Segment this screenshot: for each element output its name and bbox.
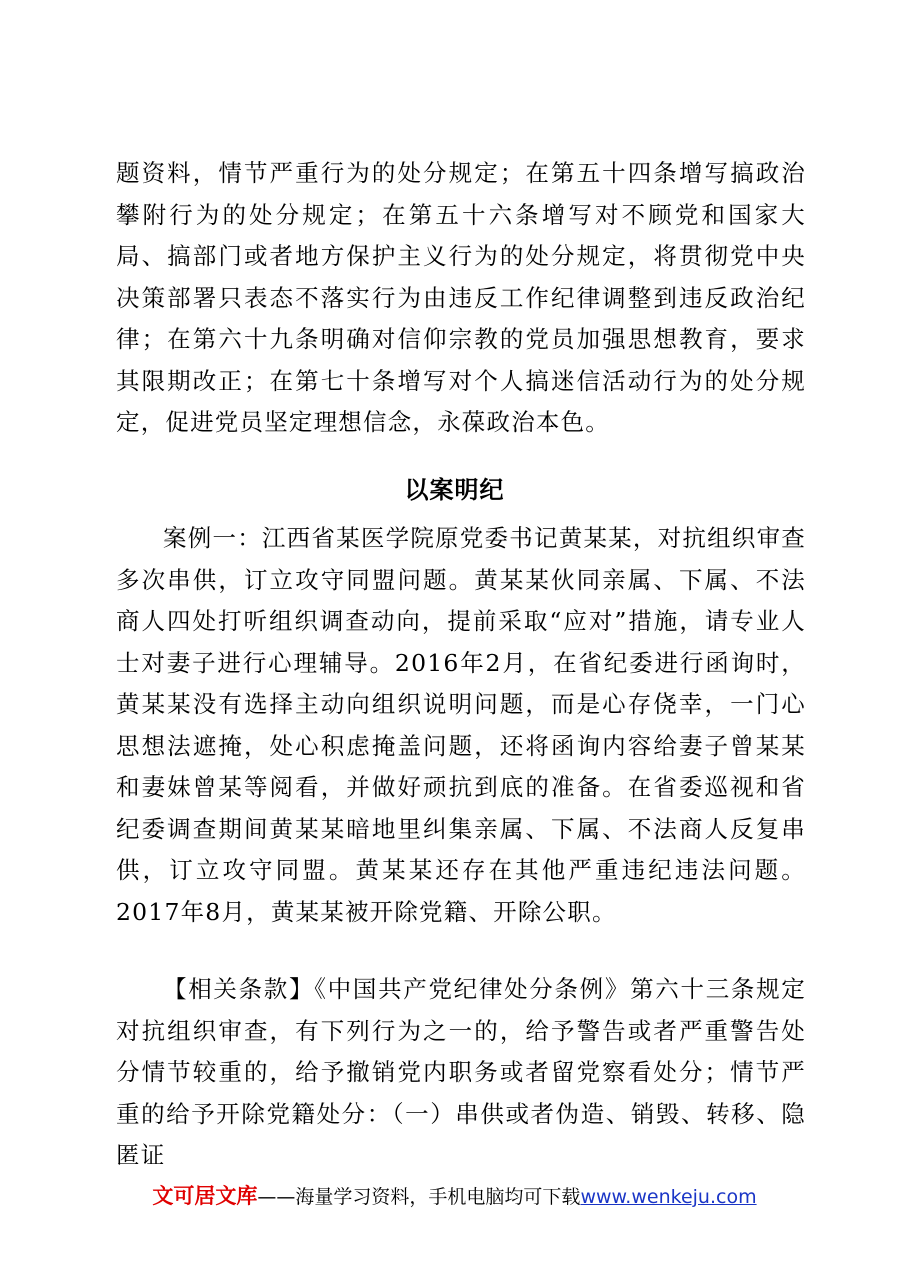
footer-banner bbox=[0, 1183, 909, 1210]
clause-paragraph bbox=[116, 969, 806, 1177]
continued-paragraph-text: 题资料，情节严重行为的处分规定；在第五十四条增写搞政治攀附行为的处分规定；在第五十六条增写对不顾党和国家大局、搞部门或者地方保护主义行为的处分规定，将贯彻党中央决策部署只表态不落实行为由违反工作纪律调整到违反政治纪律；在第六十九条明确对信仰宗教的党员加强思想教育，要求其限期改正；在第七十条增写对个人搞迷信活动行为的处分规定，促进党员坚定理想信念，永葆政治本色。 bbox=[116, 159, 806, 436]
footer-link[interactable]: www.wenkeju.com bbox=[580, 1186, 757, 1208]
continued-paragraph bbox=[116, 153, 806, 444]
footer-slogan: ——海量学习资料，手机电脑均可下载 bbox=[257, 1186, 581, 1208]
section-heading: 以案明纪 bbox=[404, 475, 505, 504]
case-paragraph bbox=[116, 518, 806, 933]
footer-brand: 文可居文库 bbox=[152, 1184, 258, 1208]
case-paragraph-text: 案例一：江西省某医学院原党委书记黄某某，对抗组织审查多次串供，订立攻守同盟问题。黄某某伙同亲属、下属、不法商人四处打听组织调查动向，提前采取“应对”措施，请专业人士对妻子进行心理辅导。2016年2月，在省纪委进行函询时，黄某某没有选择主动向组织说明问题，而是心存侥幸，一门心思想法遮掩，处心积虑掩盖问题，还将函询内容给妻子曾某某和妻妹曾某等阅看，并做好顽抗到底的准备。在省委巡视和省纪委调查期间黄某某暗地里纠集亲属、下属、不法商人反复串供，订立攻守同盟。黄某某还存在其他严重违纪违法问题。2017年8月，黄某某被开除党籍、开除公职。 bbox=[116, 524, 806, 926]
clause-paragraph-text: 【相关条款】《中国共产党纪律处分条例》第六十三条规定对抗组织审查，有下列行为之一的，给予警告或者严重警告处分情节较重的，给予撤销党内职务或者留党察看处分；情节严重的给予开除党籍处分：（一）串供或者伪造、销毁、转移、隐匿证 bbox=[116, 975, 806, 1169]
